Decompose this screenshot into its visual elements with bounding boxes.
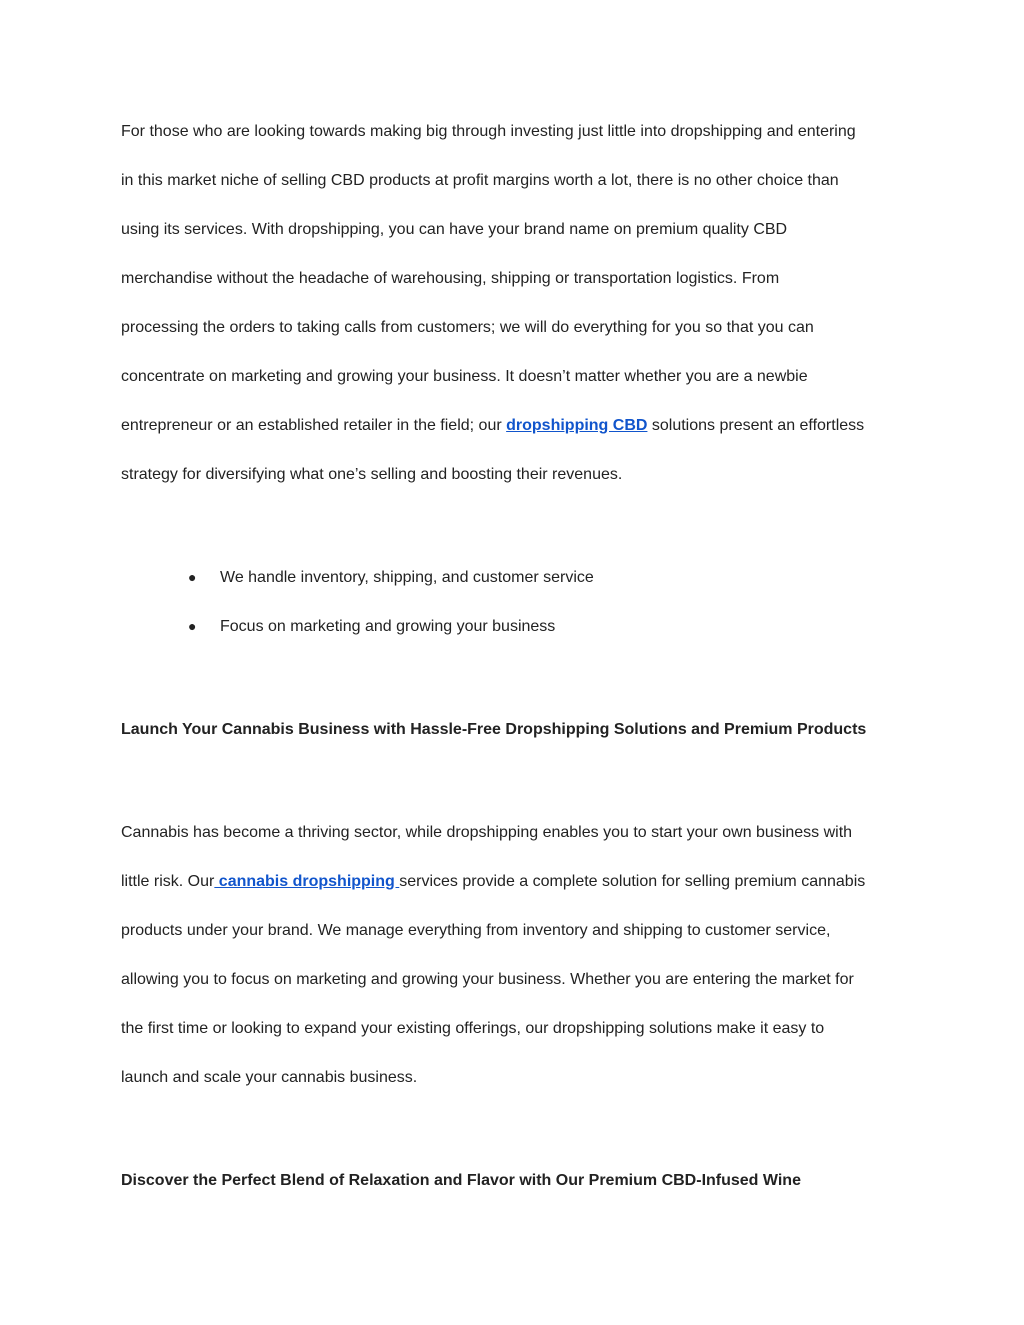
list-item [121, 553, 911, 602]
cannabis-dropshipping-link[interactable]: cannabis dropshipping [214, 873, 400, 890]
bullet-icon: ● [188, 618, 197, 634]
paragraph-text: services provide a complete solution for selling premium cannabis [399, 873, 866, 890]
paragraph-line: launch and scale your cannabis business. [121, 1069, 418, 1086]
paragraph-line: strategy for diversifying what one’s selling and boosting their revenues. [121, 466, 623, 483]
paragraph-line: using its services. With dropshipping, you can have your brand name on premium quality CBD [121, 221, 788, 238]
paragraph-text: entrepreneur or an established retailer in the field; our [121, 417, 507, 434]
paragraph-line: merchandise without the headache of warehousing, shipping or transportation logistics. From [121, 270, 780, 287]
paragraph-line: allowing you to focus on marketing and growing your business. Whether you are entering the market for [121, 971, 854, 988]
paragraph-text: little risk. Our [121, 873, 215, 890]
paragraph-line [121, 401, 911, 450]
paragraph-line: products under your brand. We manage everything from inventory and shipping to customer service, [121, 922, 831, 939]
spacer [121, 1102, 911, 1156]
list-item-text: Focus on marketing and growing your business [220, 618, 556, 635]
paragraph-line: For those who are looking towards making big through investing just little into dropshipping and entering [121, 123, 856, 140]
paragraph-cannabis [121, 808, 911, 1102]
paragraph-line: Cannabis has become a thriving sector, while dropshipping enables you to start your own business with [121, 824, 853, 841]
bullet-icon: ● [188, 569, 197, 585]
spacer [121, 754, 911, 808]
list-item-text: We handle inventory, shipping, and customer service [220, 569, 594, 586]
document-content [121, 107, 911, 1205]
spacer [121, 499, 911, 553]
section-heading: Launch Your Cannabis Business with Hassle-Free Dropshipping Solutions and Premium Products [121, 721, 867, 738]
paragraph-line: the first time or looking to expand your existing offerings, our dropshipping solutions make it easy to [121, 1020, 825, 1037]
list-item [121, 602, 911, 651]
section-heading: Discover the Perfect Blend of Relaxation and Flavor with Our Premium CBD-Infused Wine [121, 1172, 801, 1189]
paragraph-line: processing the orders to taking calls from customers; we will do everything for you so that you can [121, 319, 814, 336]
paragraph-text: solutions present an effortless [647, 417, 865, 434]
paragraph-intro [121, 107, 911, 499]
paragraph-line [121, 857, 911, 906]
bullet-list [121, 553, 911, 651]
spacer [121, 651, 911, 705]
paragraph-line: in this market niche of selling CBD products at profit margins worth a lot, there is no other choice than [121, 172, 839, 189]
dropshipping-cbd-link[interactable]: dropshipping CBD [506, 417, 648, 434]
paragraph-line: concentrate on marketing and growing your business. It doesn’t matter whether you are a newbie [121, 368, 808, 385]
